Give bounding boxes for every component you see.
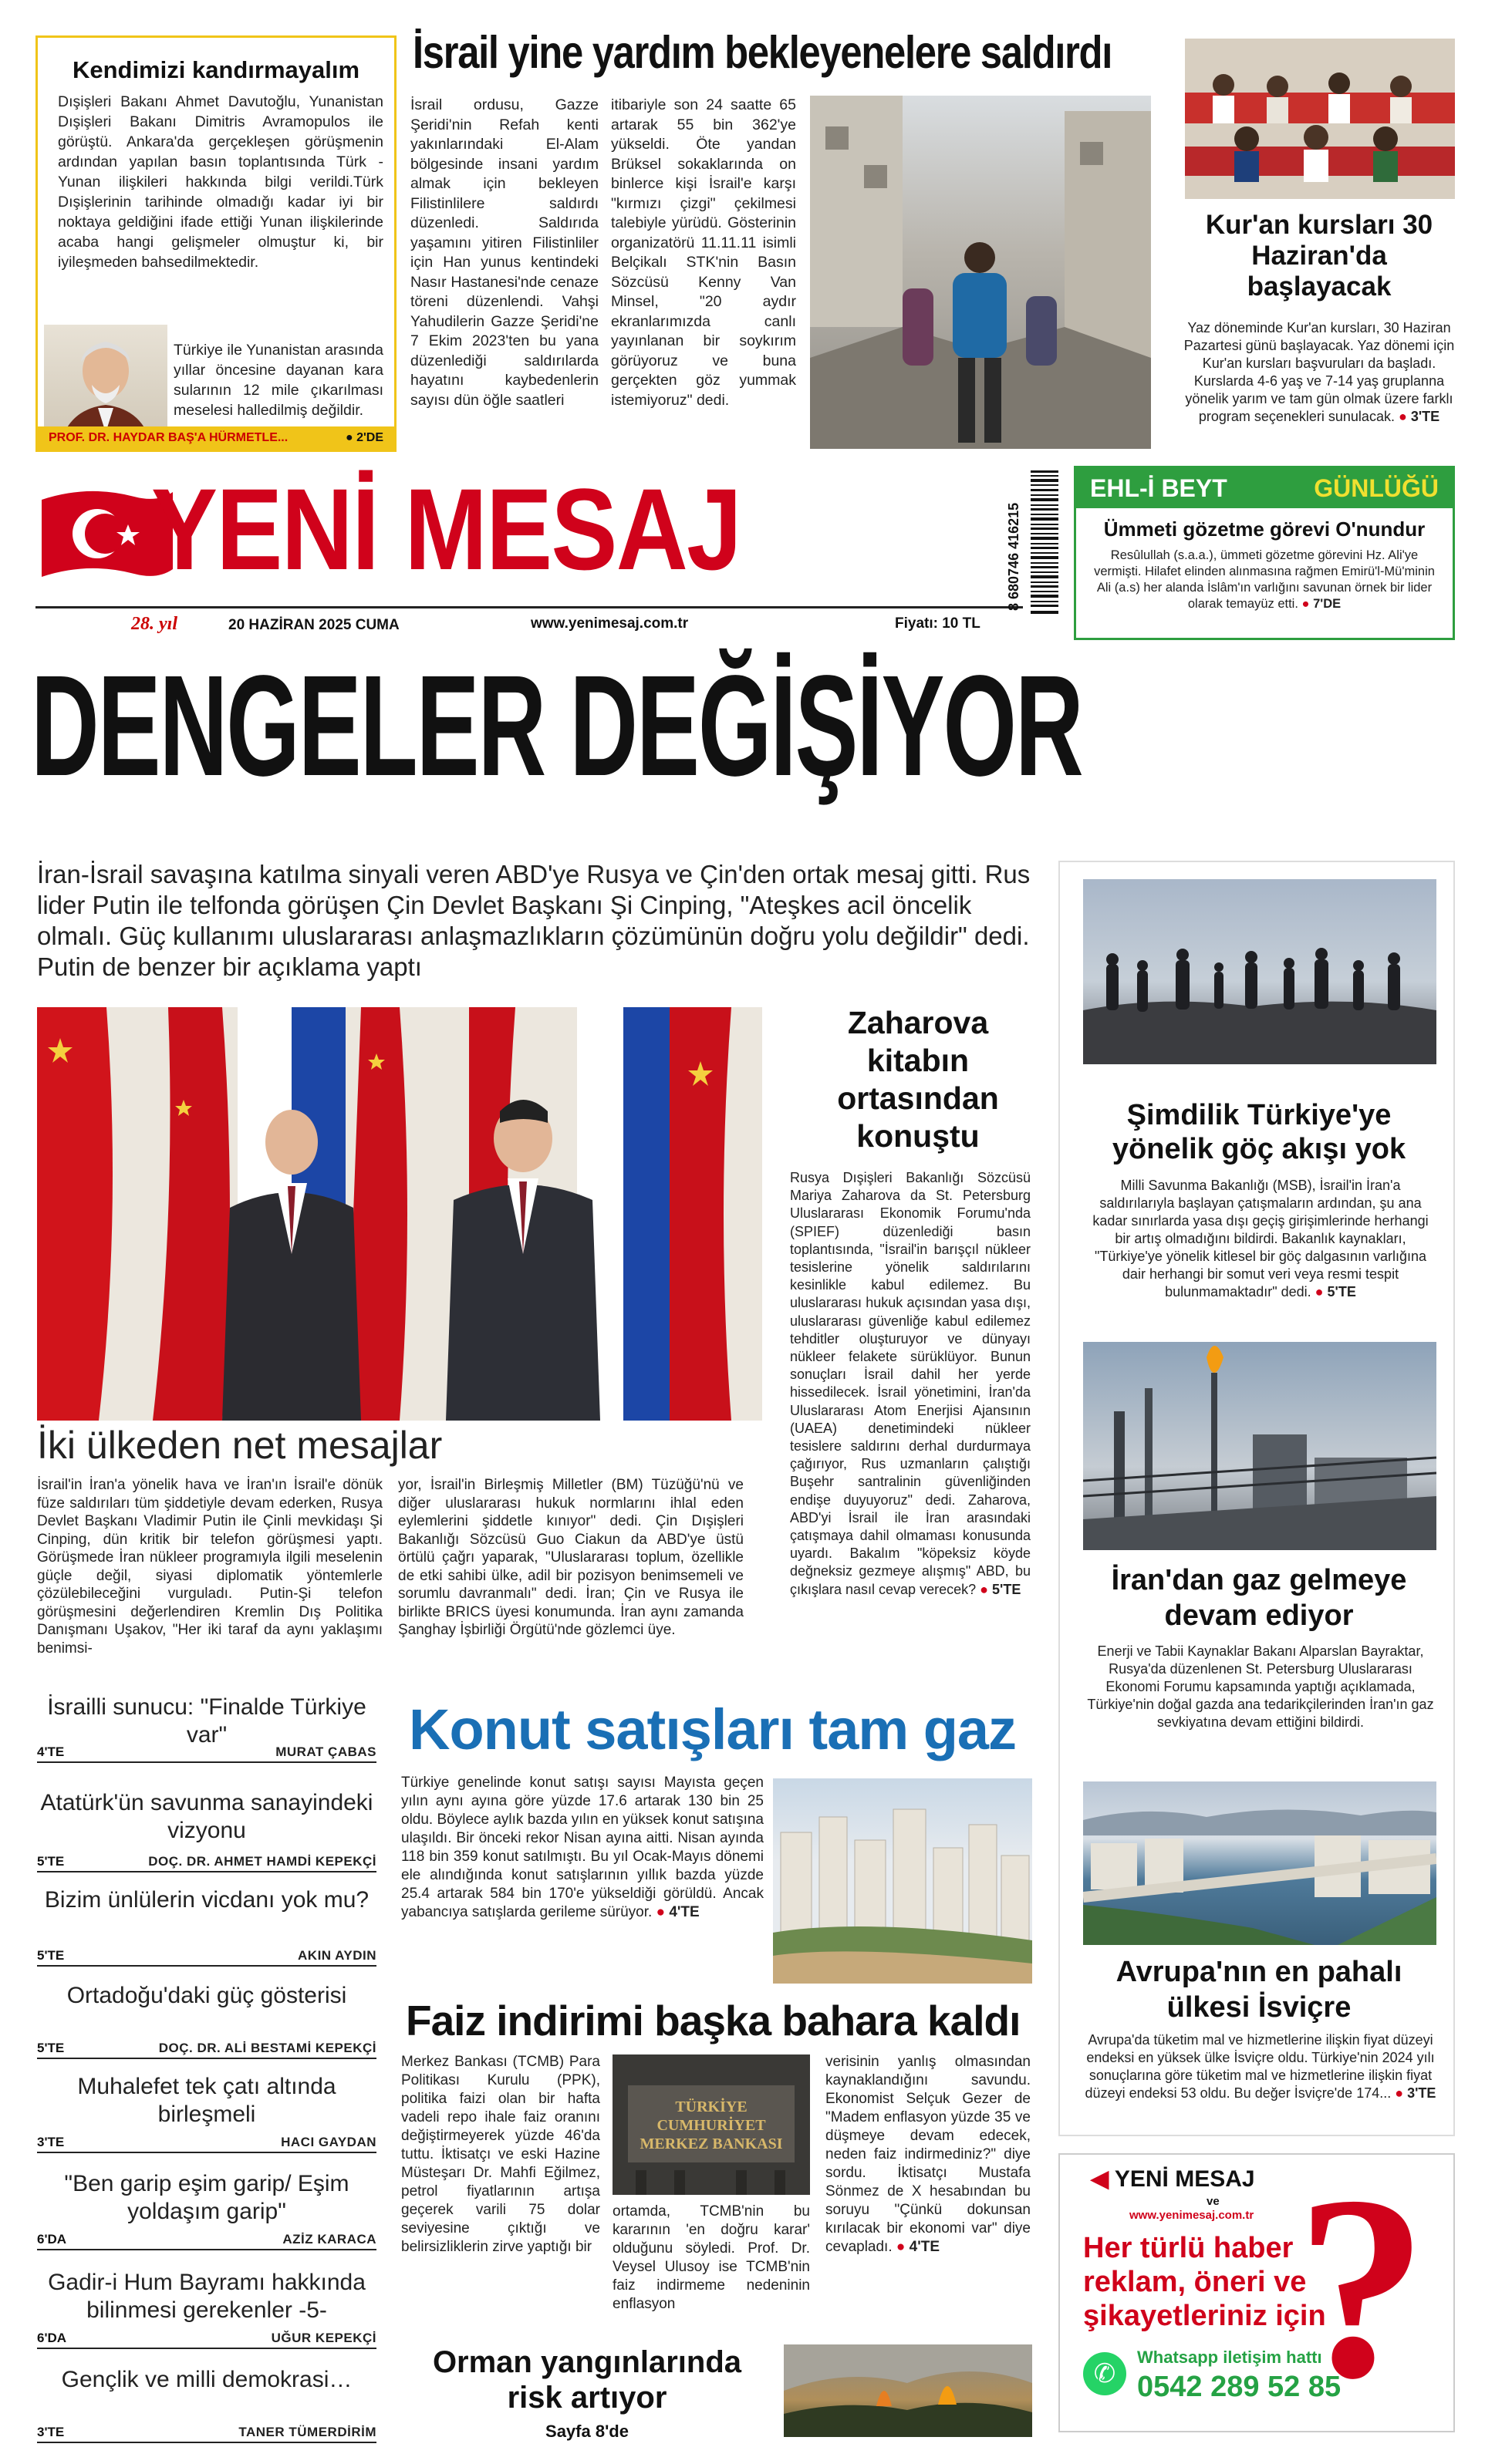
gaza-photo <box>810 96 1151 449</box>
israel-col1: İsrail ordusu, Gazze Şeridi'nin Refah kenti yakınlarındaki El-Alam bölgesinde insani yardım almak için bekleyen Filistinlilere saldırdı düzenledi. Saldırıda yaşamını yitiren Filistinliler için Han yunus kentindeki Nasır Hastanesi'nde cenaze töreni düzenlendi. Vahşi Yahudilerin Gazze Şeridi'ne 7 Ekim 2023'ten bu yana düzenlediği saldırılarda hayatını kaybedenlerin sayısı dün öğle saatleri <box>410 96 599 409</box>
opinion-column-meta <box>37 1744 376 1761</box>
top-left-column-box <box>35 35 397 452</box>
migration-photo <box>1083 879 1436 1064</box>
israel-headline: İsrail yine yardım bekleyenelere saldırdı <box>413 27 1112 78</box>
masthead-url[interactable]: www.yenimesaj.com.tr <box>531 615 689 632</box>
opinion-column-meta <box>37 2041 376 2058</box>
opinion-column-meta <box>37 2331 376 2348</box>
opinion-column-author: AKIN AYDIN <box>298 1948 376 1963</box>
opinion-column-title: Atatürk'ün savunma sanayindeki vizyonu <box>40 1790 373 1843</box>
ad-line3: şikayetleriniz için <box>1083 2300 1326 2332</box>
opinion-column-item[interactable] <box>37 2170 376 2250</box>
interest-col1: Merkez Bankası (TCMB) Para Politikası Kurulu (PPK), politika faizi olan bir hafta vadeli repo ihale faiz oranını değiştirmeyerek yüzde 46'da tuttu. İktisatçı ve eski Hazine Müsteşarı Dr. Mahfi Eğilmez, petrol fiyatlarının artışa geçerek varili 75 dolar seviyesine çıktığı ve belirsizliklerin zirve yaptığı bir <box>401 2054 600 2255</box>
migration-text: Milli Savunma Bakanlığı (MSB), İsrail'in İran'a saldırılarıyla başlayan çatışmaların ardından, şu ana kadar sınırlarda yasa dışı geçiş girişimlerinde herhangi bir artış olmadığını bildirdi. Bakanlık kaynakları, "Türkiye'ye yönelik kitlesel bir göç dalgasının varlığına dair herhangi bir somut veri veya resmi tespit bulunmamaktadır" dedi. ● 5'TE <box>1092 1178 1429 1299</box>
opinion-column-author: AZİZ KARACA <box>282 2232 376 2247</box>
ad-logo: ◀ YENİ MESAJ <box>1091 2166 1255 2192</box>
barcode-number: 8 680746 416215 <box>1006 502 1021 611</box>
zaharova-page-ref: 5'TE <box>992 1581 1021 1597</box>
central-bank-sign: TÜRKİYE CUMHURİYET MERKEZ BANKASI <box>640 2098 783 2152</box>
housing-page-ref: 4'TE <box>669 1904 700 1920</box>
top-left-page: ● 2'DE <box>345 431 383 444</box>
opinion-column-author: MURAT ÇABAS <box>275 1744 376 1759</box>
migration-headline: Şimdilik Türkiye'ye yönelik göç akışı yok <box>1112 1099 1406 1165</box>
opinion-column-author: DOÇ. DR. ALİ BESTAMİ KEPEKÇİ <box>158 2041 376 2055</box>
opinion-column-item[interactable] <box>37 1789 376 1872</box>
opinion-column-title: İsrailli sunucu: "Finalde Türkiye var" <box>47 1694 366 1748</box>
swiss-page-ref: 3'TE <box>1407 2085 1436 2101</box>
quran-course-photo <box>1185 39 1455 199</box>
forest-fire-photo <box>784 2344 1032 2437</box>
opinion-column-meta <box>37 2135 376 2152</box>
interest-col2: ortamda, TCMB'nin bu kararının 'en doğru karar' olduğunu söyledi. Prof. Dr. Veysel Ulusoy ise TCMB'nin faiz indirmeme nedeninin enflasyon <box>613 2203 810 2312</box>
main-col2: yor, İsrail'in Birleşmiş Milletler (BM) Tüzüğü'nü ve diğer uluslararası hukuk normlarını ihlal eden eylemlerini şiddetle kınıyor" dedi. Çin Dışişleri Bakanlığı Sözcüsü Guo Ciakun da ABD'ye üstü örtülü çağrı yaparak, "Uluslararası toplum, özellikle de etki sahibi ülke, adil bir pozisyon benimsemeli ve sorumlu davranmalı" dedi. İran; Çin ve Rusya ile birlikte BRICS üyesi konumunda. İran aynı zamanda Şanghay İşbirliği Örgütü'nde gözlemci üye. <box>398 1477 744 1638</box>
interest-headline: Faiz indirimi başka bahara kaldı <box>406 1997 1021 2044</box>
opinion-column-title: Gadir-i Hum Bayramı hakkında bilinmesi gerekenler -5- <box>48 2270 366 2323</box>
main-col1: İsrail'in İran'a yönelik hava ve İran'ın İsrail'e dönük füze saldırıları tüm şiddetiyle devam ederken, Rusya Devlet Başkanı Vladimir Putin ile Çinli mevkidaşı Şi Cinping, dün kritik bir telefon görüşmesi yaptı. Görüşmede İran nükleer programıyla ilgili meselenin güçle değil, siyasi diplomatik yöntemlerle çözülebileceğini vurguladı. Putin-Şi telefon görüşmesini değerlendiren Kremlin Dış Politika Danışmanı Uşakov, "Her iki taraf da aynı yaklaşımı benimsi- <box>37 1477 383 1657</box>
top-left-footer <box>38 426 394 450</box>
opinion-column-item[interactable] <box>37 1886 376 1967</box>
opinion-column-item[interactable] <box>37 1694 376 1763</box>
ehlibeyt-text-body: Resûlullah (s.a.a.), ümmeti gözetme görevini Hz. Ali'ye vermişti. Hilafet elinden alınmasına rağmen Emirü'l-Mü'minin Ali (a.s) her alanda İslâm'ın varlığını savunan örnek bir lider olarak temayüz etti. <box>1094 548 1435 611</box>
opinion-column-item[interactable] <box>37 1982 376 2059</box>
housing-photo <box>773 1778 1032 1984</box>
opinion-column-title: Ortadoğu'daki güç gösterisi <box>66 1983 347 2008</box>
ad-ve: ve <box>1207 2195 1220 2208</box>
opinion-column-author: UĞUR KEPEKÇİ <box>271 2331 376 2345</box>
zaharova-text: Rusya Dışişleri Bakanlığı Sözcüsü Mariya Zaharova da St. Petersburg Uluslararası Ekonomik Forumu'nda (SPIEF) düzenlediği basın toplantısında, "İsrail'in barışçıl nükleer tesislerine yönelik saldırılarını kesinlikle kabul edilemez. Bu uluslararası hukuk açısından yasa dışı, uluslararası güvenliğe kabul edilemez tehditler oluşturuyor ve dünyayı nükleer felakete sürüklüyor. Bunun sonuçları İsrail dahil her yerde hissedilecek. İsrail yönetimini, İran'da Uluslararası Atom Enerjisi Ajansının (UAEA) denetimindeki nükleer tesislere saldırını derhal durdurmaya çağırıyor, Rus uzmanların çalıştığı Buşehr santralinin güvenliğinden endişe duyuyoruz" dedi. Zaharova, ABD'yi İsrail ile İran arasındaki çatışmaya dahil olmaması konusunda uyardı. Bakalım "köpeksiz köyde değneksiz gezmeye alışmış" ABD, bu çıkışlara nasıl cevap verecek? ● 5'TE <box>790 1170 1031 1597</box>
main-headline: DENGELER DEĞİŞİYOR <box>31 646 1082 806</box>
housing-headline: Konut satışları tam gaz <box>409 1697 1017 1761</box>
ehlibeyt-box <box>1074 466 1455 640</box>
opinion-column-item[interactable] <box>37 2366 376 2443</box>
geneva-photo <box>1083 1781 1436 1945</box>
question-mark-icon: ? <box>1296 2153 1427 2432</box>
opinion-column-page: 3'TE <box>37 2135 65 2149</box>
interest-page-ref: 4'TE <box>909 2239 940 2255</box>
top-left-text-right: Türkiye ile Yunanistan arasında yıllar öncesine dayanan kara sularının 12 mile çıkarılması meselesi halledilmiş değildir. <box>174 342 383 419</box>
opinion-column-page: 3'TE <box>37 2425 65 2439</box>
swiss-headline: Avrupa'nın en pahalı ülkesi İsviçre <box>1115 1956 1402 2024</box>
ad-url[interactable]: www.yenimesaj.com.tr <box>1129 2209 1254 2222</box>
opinion-column-page: 5'TE <box>37 1948 65 1963</box>
interest-col3: verisinin yanlış olmasından kaynaklandığını savundu. Ekonomist Selçuk Gezer de "Madem enflasyon yüzde 35 ve düşmeye devam edecek, neden faiz indirmediniz?" diye sordu. İktisatçı Mustafa Sönmez de X hesabından bu soruyu "Çünkü dokunsan kırılacak bir ekonomi var" diye cevapladı. ● 4'TE <box>825 2054 1031 2255</box>
opinion-column-page: 6'DA <box>37 2331 67 2345</box>
zaharova-headline: Zaharova kitabın ortasından konuştu <box>837 1005 999 1154</box>
top-left-author: PROF. DR. HAYDAR BAŞ'A HÜRMETLE... <box>49 431 289 444</box>
ad-line1: Her türlü haber <box>1083 2232 1294 2264</box>
ad-line2: reklam, öneri ve <box>1083 2266 1307 2298</box>
ad-phone[interactable]: 0542 289 52 85 <box>1137 2371 1342 2403</box>
forest-headline: Orman yangınlarında risk artıyor <box>432 2345 742 2415</box>
ehlibeyt-title: Ümmeti gözetme görevi O'nundur <box>1103 517 1426 541</box>
quran-text: Yaz döneminde Kur'an kursları, 30 Haziran Pazartesi günü başlayacak. Yaz dönemi için Kur'an kursları başvuruları da başladı. Kurslarda 4-6 yaş ve 7-14 yaş gruplanna yönelik yarım ve tam gün olmak üzere farklı program seçenekleri sunulacak. ● 3'TE <box>1183 320 1455 424</box>
opinion-column-item[interactable] <box>37 2073 376 2153</box>
opinion-column-page: 4'TE <box>37 1744 65 1759</box>
whatsapp-icon: ✆ <box>1083 2352 1126 2395</box>
opinion-column-author: HACI GAYDAN <box>281 2135 376 2149</box>
top-left-text: Dışişleri Bakanı Ahmet Davutoğlu, Yunanistan Dışişleri Bakanı Dimitris Avramopulos ile görüştü. Ankara'da gerçekleşen görüşmenin ardından yapılan basın toplantısında Türk - Yunan ilişkileri hakkında bilgi verildi.Türk Dışişlerinin tarihinde olmadığı kadar iyi bir noktaya geldiğini ifade ettiği Yunan ilişkilerinde acaba hangi gelişmeler olmuştur ki, bir iyileşmeden bahsedilmektedir. <box>58 93 383 271</box>
top-left-page-ref: 2'DE <box>356 431 383 444</box>
masthead-year: 28. yıl <box>131 614 177 634</box>
opinion-column-page: 6'DA <box>37 2232 67 2247</box>
barcode <box>1000 467 1061 619</box>
opinion-column-title: "Ben garip eşim garip/ Eşim yoldaşım garip" <box>64 2171 349 2224</box>
opinion-column-title: Muhalefet tek çatı altında birleşmeli <box>77 2074 336 2127</box>
swiss-text-body: Avrupa'da tüketim mal ve hizmetlerine ilişkin fiyat düzeyi endeksi en yüksek ülke İsviçre oldu. Türkiye'nin 2024 yılı sonuçlarına göre tüketim mal ve hizmetlerine ilişkin fiyat düzeyi endeksi 53 oldu. Bu değer İsviçre'de 174... <box>1085 2032 1435 2101</box>
masthead-logo: YENİ MESAJ <box>151 464 741 594</box>
housing-text-body: Türkiye genelinde konut satışı sayısı Mayısta geçen yılın aynı ayına göre yüzde 17.6 artarak 130 bin 25 oldu. Böylece aylık bazda yılın en yüksek konut satışına ulaşıldı. Bir önceki rekor Nisan ayına aitti. Nisan ayında 118 bin 359 konut satılmıştı. Bu yıl Ocak-Mayıs dönemi ele alındığında konut satışlarının yıllık bazda yüzde 25.4 artarak 584 bin 170'e yükseldiği görüldü. Ancak yabancıya satışlarda gerileme sürüyor. <box>401 1775 764 1920</box>
opinion-column-meta <box>37 1854 376 1871</box>
opinion-column-page: 5'TE <box>37 1854 65 1869</box>
ad-whatsapp-label: Whatsapp iletişim hattı <box>1137 2348 1322 2367</box>
quran-headline: Kur'an kursları 30 Haziran'da başlayacak <box>1205 210 1433 302</box>
opinion-column-meta <box>37 1948 376 1965</box>
opinion-column-author: DOÇ. DR. AHMET HAMDİ KEPEKÇİ <box>148 1854 376 1869</box>
central-bank-photo <box>613 2054 810 2195</box>
opinion-column-title: Bizim ünlülerin vicdanı yok mu? <box>44 1887 370 1913</box>
interest-col3-body: verisinin yanlış olmasından kaynaklandığını savundu. Ekonomist Selçuk Gezer de "Madem enflasyon yüzde 35 ve düşmeye devam edecek, neden faiz indirmediniz?" diye sordu. İktisatçı Mustafa Sönmez de X hesabından bu soruyu "Çünkü dokunsan kırılacak bir ekonomi var" diye cevapladı. <box>825 2054 1031 2255</box>
masthead-price: Fiyatı: 10 TL <box>895 615 980 632</box>
putin-xi-photo <box>37 1007 762 1421</box>
ehlibeyt-banner <box>1076 468 1453 508</box>
ehlibeyt-banner-left: EHL-İ BEYT <box>1090 474 1227 502</box>
quran-page-ref: 3'TE <box>1410 409 1440 424</box>
opinion-column-meta <box>37 2425 376 2442</box>
opinion-column-item[interactable] <box>37 2269 376 2349</box>
ehlibeyt-banner-right: GÜNLÜĞÜ <box>1314 474 1439 502</box>
opinion-column-meta <box>37 2232 376 2249</box>
opinion-column-page: 5'TE <box>37 2041 65 2055</box>
quran-text-body: Yaz döneminde Kur'an kursları, 30 Haziran Pazartesi günü başlayacak. Yaz dönemi için Kur'an kursları başvuruları da başladı. Kurslarda 4-6 yaş ve 7-14 yaş gruplanna yönelik yarım ve tam gün olmak üzere farklı program seçenekleri sunulacak. <box>1183 320 1455 424</box>
swiss-text: Avrupa'da tüketim mal ve hizmetlerine ilişkin fiyat düzeyi endeksi en yüksek ülke İsviçre oldu. Türkiye'nin 2024 yılı sonuçlarına göre tüketim mal ve hizmetlerine ilişkin fiyat düzeyi endeksi 53 oldu. Bu değer İsviçre'de 174... ● 3'TE <box>1085 2032 1436 2101</box>
ad-logo-text: YENİ MESAJ <box>1114 2166 1255 2192</box>
israel-col2: itibariyle son 24 saatte 65 artarak 55 bin 362'ye yükseldi. Öte yandan Brüksel sokaklarında on binlerce kişi İsrail'e karşı "kırmızı çizgi" çekilmesi talebiyle yürüdü. Gösterinin organizatörü 11.11.11 isimli Belçikalı STK'nin Basın Sözcüsü Kenny Van Minsel, "20 aydır ekranlarımızda canlı yayınlanan bir soykırım görüyoruz ve buna gerçekten göz yummak istemiyoruz" dedi. <box>611 96 796 409</box>
gas-facility-photo <box>1083 1342 1436 1550</box>
gas-text: Enerji ve Tabii Kaynaklar Bakanı Alparslan Bayraktar, Rusya'da düzenlenen St. Petersburg Uluslararası Ekonomi Forumu kapsamında yaptığı açıklamada, Türkiye'nin doğal gazda ana tedarikçilerinden İran'ın gaz sevkiyatına devam ettiğini bildirdi. <box>1087 1643 1434 1730</box>
ehlibeyt-page-ref: 7'DE <box>1313 597 1342 611</box>
migration-page-ref: 5'TE <box>1327 1284 1356 1299</box>
masthead-rule <box>35 606 1023 608</box>
gas-headline: İran'dan gaz gelmeye devam ediyor <box>1111 1564 1407 1632</box>
masthead-date: 20 HAZİRAN 2025 CUMA <box>228 617 400 633</box>
zaharova-text-body: Rusya Dışişleri Bakanlığı Sözcüsü Mariya Zaharova da St. Petersburg Uluslararası Ekonomik Forumu'nda (SPIEF) düzenlediği basın toplantısında, "İsrail'in barışçıl nükleer tesislerine yönelik saldırılarını kesinlikle kabul edilemez. Bu uluslararası hukuk açısından yasa dışı, uluslararası güvenliğe kabul edilemez tehditler oluşturuyor ve dünyayı nükleer felakete sürüklüyor. Bunun sonuçları İsrail dahil her yerde hissedilecek. İsrail yönetimini, İran'da Uluslararası Atom Enerjisi Ajansının (UAEA) denetimindeki nükleer tesislere saldırını derhal durdurmaya çağırıyor, Rus uzmanların çalıştığı Buşehr santralinin güvenliğinden endişe duyuyoruz" dedi. Zaharova, ABD'yi İsrail ile İran arasındaki çatışmaya dahil olmaması konusunda uyardı. Bakalım "köpeksiz köyde değneksiz gezmeye alışmış" ABD, bu çıkışlara nasıl cevap verecek? <box>790 1170 1031 1597</box>
ehlibeyt-text: Resûlullah (s.a.a.), ümmeti gözetme görevini Hz. Ali'ye vermişti. Hilafet elinden alınmasına rağmen Emirü'l-Mü'minin Ali (a.s) her alanda İslâm'ın varlığını savunan örnek bir lider olarak temayüz etti. ● 7'DE <box>1094 548 1435 611</box>
forest-page: Sayfa 8'de <box>545 2422 629 2441</box>
housing-text: Türkiye genelinde konut satışı sayısı Mayısta geçen yılın aynı ayına göre yüzde 17.6 artarak 130 bin 25 oldu. Böylece aylık bazda yılın en yüksek konut satışına ulaşıldı. Bir önceki rekor Nisan ayına aitti. Nisan ayında 118 bin 359 konut satılmıştı. Bu yıl Ocak-Mayıs dönemi ele alındığında konut satışlarının yıllık bazda yüzde 25.4 artarak 584 bin 170'e yükseldiği görüldü. Ancak yabancıya satışlarda gerileme sürüyor. ● 4'TE <box>401 1775 764 1920</box>
ad-box[interactable] <box>1058 2153 1455 2432</box>
opinion-column-author: TANER TÜMERDİRİM <box>238 2425 376 2439</box>
top-left-title: Kendimizi kandırmayalım <box>72 56 360 83</box>
main-lead: İran-İsrail savaşına katılma sinyali veren ABD'ye Rusya ve Çin'den ortak mesaj gitti. Rus lider Putin ile telfonda görüşen Çin Devlet Başkanı Şi Cinping, "Ateşkes acil öncelik olmalı. Güç kullanımı uluslararası anlaşmazlıkların çözümünün doğru yolu değildir" dedi. Putin de benzer bir açıklama yaptı <box>37 860 1031 981</box>
main-subhead: İki ülkeden net mesajlar <box>37 1424 443 1467</box>
migration-text-body: Milli Savunma Bakanlığı (MSB), İsrail'in İran'a saldırılarıyla başlayan çatışmaların ardından, şu ana kadar sınırlarda yasa dışı geçiş girişimlerinde herhangi bir artış olmadığını bildirdi. Bakanlık kaynakları, "Türkiye'ye yönelik kitlesel bir göç dalgasının varlığına dair herhangi bir somut veri veya resmi tespit bulunmamaktadır" dedi. <box>1092 1178 1429 1299</box>
opinion-column-title: Gençlik ve milli demokrasi… <box>61 2367 353 2392</box>
